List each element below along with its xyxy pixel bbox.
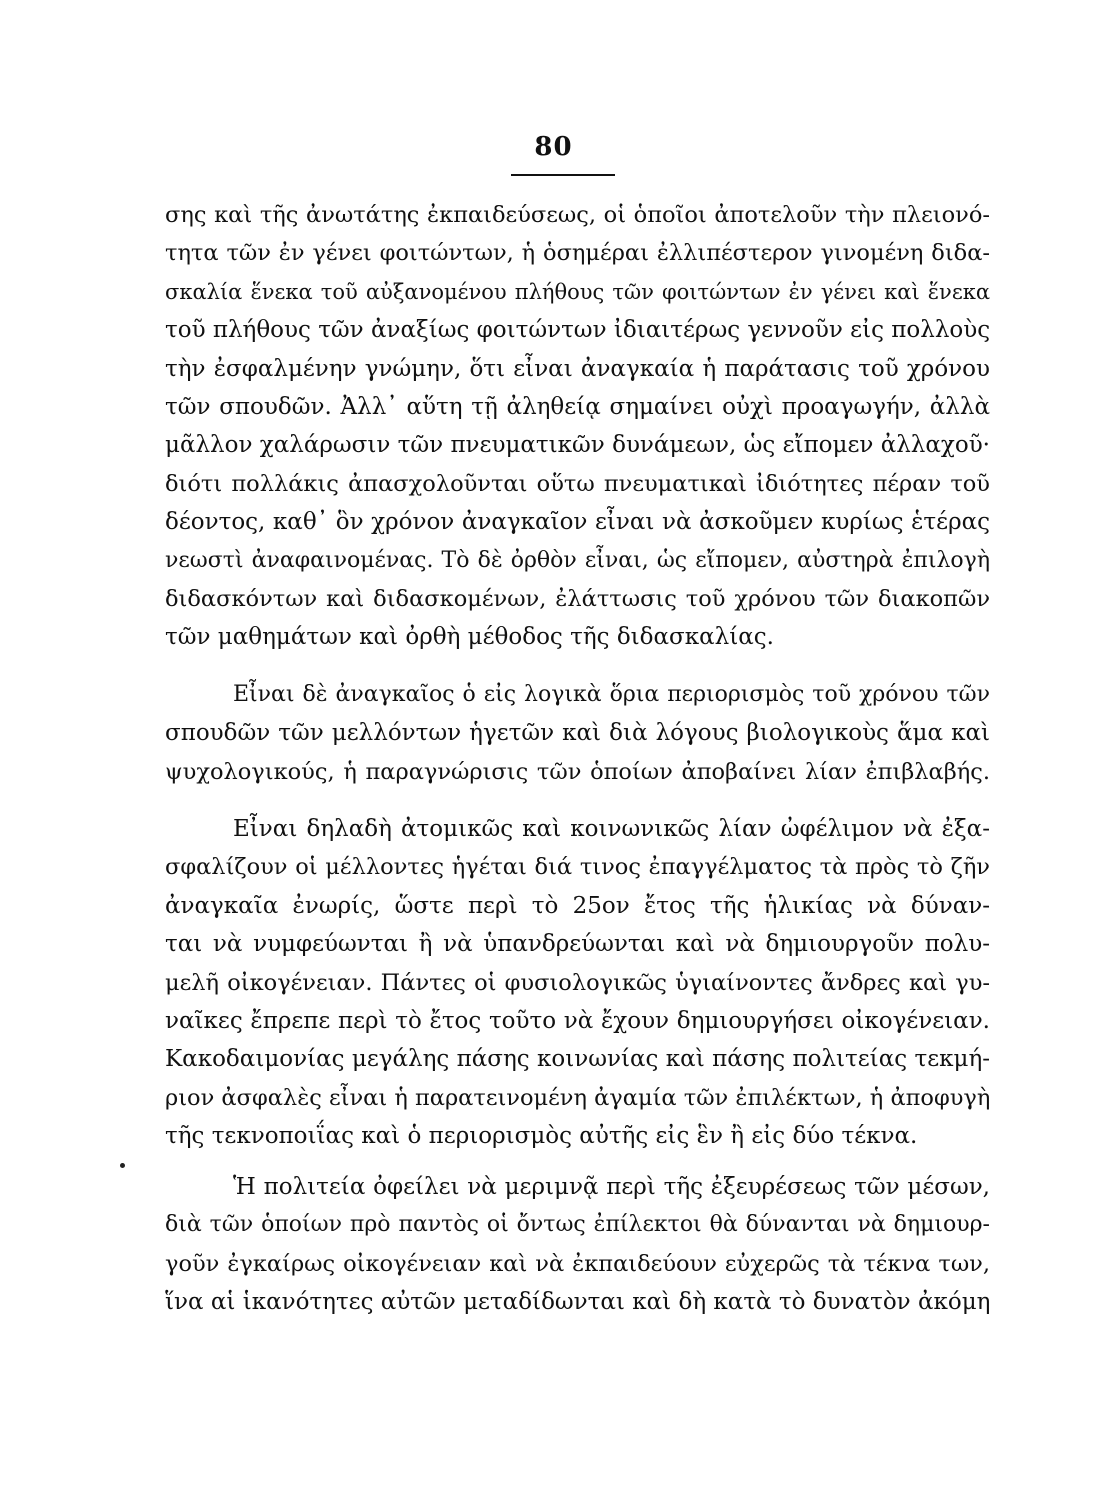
text-line: ἀναγκαῖα ἐνωρίς, ὥστε περὶ τὸ 25ον ἔτος τῆς ἡλικίας νὰ δύναν-	[165, 892, 990, 919]
paragraph-2	[165, 676, 990, 791]
text-line: σπουδῶν τῶν μελλόντων ἡγετῶν καὶ διὰ λόγους βιολογικοὺς ἅμα καὶ	[165, 720, 990, 747]
text-line: νεωστὶ ἀναφαινομένας. Τὸ δὲ ὀρθὸν εἶναι, ὡς εἴπομεν, αὐστηρὰ ἐπιλογὴ	[165, 547, 990, 573]
text-line: μᾶλλον χαλάρωσιν τῶν πνευματικῶν δυνάμεων, ὡς εἴπομεν ἀλλαχοῦ·	[165, 432, 990, 459]
margin-mark	[120, 1163, 125, 1168]
text-line: Εἶναι δὲ ἀναγκαῖος ὁ εἰς λογικὰ ὅρια περιορισμὸς τοῦ χρόνου τῶν	[233, 682, 990, 707]
text-line: σφαλίζουν οἱ μέλλοντες ἡγέται διά τινος ἐπαγγέλματος τὰ πρὸς τὸ ζῆν	[165, 854, 990, 881]
text-line: διότι πολλάκις ἀπασχολοῦνται οὕτω πνευματικαὶ ἰδιότητες πέραν τοῦ	[165, 470, 990, 497]
text-line: τὴν ἐσφαλμένην γνώμην, ὅτι εἶναι ἀναγκαία ἡ παράτασις τοῦ χρόνου	[165, 355, 990, 382]
text-line: διὰ τῶν ὁποίων πρὸ παντὸς οἱ ὄντως ἐπίλεκτοι θὰ δύνανται νὰ δημιουρ-	[165, 1212, 990, 1238]
text-line: τητα τῶν ἐν γένει φοιτώντων, ἡ ὁσημέραι ἐλλιπέστερον γινομένη διδα-	[165, 240, 990, 267]
text-line: ναῖκες ἔπρεπε περὶ τὸ ἔτος τοῦτο νὰ ἔχουν δημιουργήσει οἰκογένειαν.	[165, 1007, 990, 1034]
text-line: δέοντος, καθ᾽ ὃν χρόνον ἀναγκαῖον εἶναι νὰ ἀσκοῦμεν κυρίως ἑτέρας	[165, 509, 990, 536]
paragraph-1	[165, 196, 990, 657]
page-number: 80	[534, 132, 573, 162]
paragraph-3	[165, 810, 990, 1156]
header-rule	[511, 174, 615, 176]
text-line: Ἡ πολιτεία ὀφείλει νὰ μεριμνᾷ περὶ τῆς ἐξευρέσεως τῶν μέσων,	[233, 1174, 990, 1200]
text-line: ται νὰ νυμφεύωνται ἢ νὰ ὑπανδρεύωνται καὶ νὰ δημιουργοῦν πολυ-	[165, 931, 990, 958]
text-line: γοῦν ἐγκαίρως οἰκογένειαν καὶ νὰ ἐκπαιδεύουν εὐχερῶς τὰ τέκνα των,	[165, 1250, 990, 1277]
text-line: τοῦ πλήθους τῶν ἀναξίως φοιτώντων ἰδιαιτέρως γεννοῦν εἰς πολλοὺς	[165, 317, 990, 344]
text-line: τῆς τεκνοποιΐας καὶ ὁ περιορισμὸς αὐτῆς εἰς ἓν ἢ εἰς δύο τέκνα.	[165, 1123, 918, 1150]
text-line: ριον ἀσφαλὲς εἶναι ἡ παρατεινομένη ἀγαμία τῶν ἐπιλέκτων, ἡ ἀποφυγὴ	[165, 1084, 990, 1111]
text-line: ἵνα αἱ ἱκανότητες αὐτῶν μεταδίδωνται καὶ δὴ κατὰ τὸ δυνατὸν ἀκόμη	[165, 1289, 990, 1316]
text-line: τῶν σπουδῶν. Ἀλλ᾽ αὕτη τῇ ἀληθείᾳ σημαίνει οὐχὶ προαγωγήν, ἀλλὰ	[165, 393, 990, 420]
text-line: μελῆ οἰκογένειαν. Πάντες οἱ φυσιολογικῶς ὑγιαίνοντες ἄνδρες καὶ γυ-	[165, 969, 990, 996]
text-line: ψυχολογικούς, ἡ παραγνώρισις τῶν ὁποίων ἀποβαίνει λίαν ἐπιβλαβής.	[165, 758, 990, 785]
text-line: σκαλία ἕνεκα τοῦ αὐξανομένου πλήθους τῶν φοιτώντων ἐν γένει καὶ ἕνεκα	[165, 279, 990, 304]
text-line: σης καὶ τῆς ἀνωτάτης ἐκπαιδεύσεως, οἱ ὁποῖοι ἀποτελοῦν τὴν πλειονό-	[165, 202, 990, 228]
text-line: τῶν μαθημάτων καὶ ὀρθὴ μέθοδος τῆς διδασκαλίας.	[165, 624, 774, 651]
paragraph-4	[165, 1168, 990, 1322]
text-line: Κακοδαιμονίας μεγάλης πάσης κοινωνίας καὶ πάσης πολιτείας τεκμή-	[165, 1046, 990, 1073]
text-line: Εἶναι δηλαδὴ ἀτομικῶς καὶ κοινωνικῶς λίαν ὠφέλιμον νὰ ἐξα-	[233, 816, 990, 842]
text-line: διδασκόντων καὶ διδασκομένων, ἐλάττωσις τοῦ χρόνου τῶν διακοπῶν	[165, 585, 990, 612]
